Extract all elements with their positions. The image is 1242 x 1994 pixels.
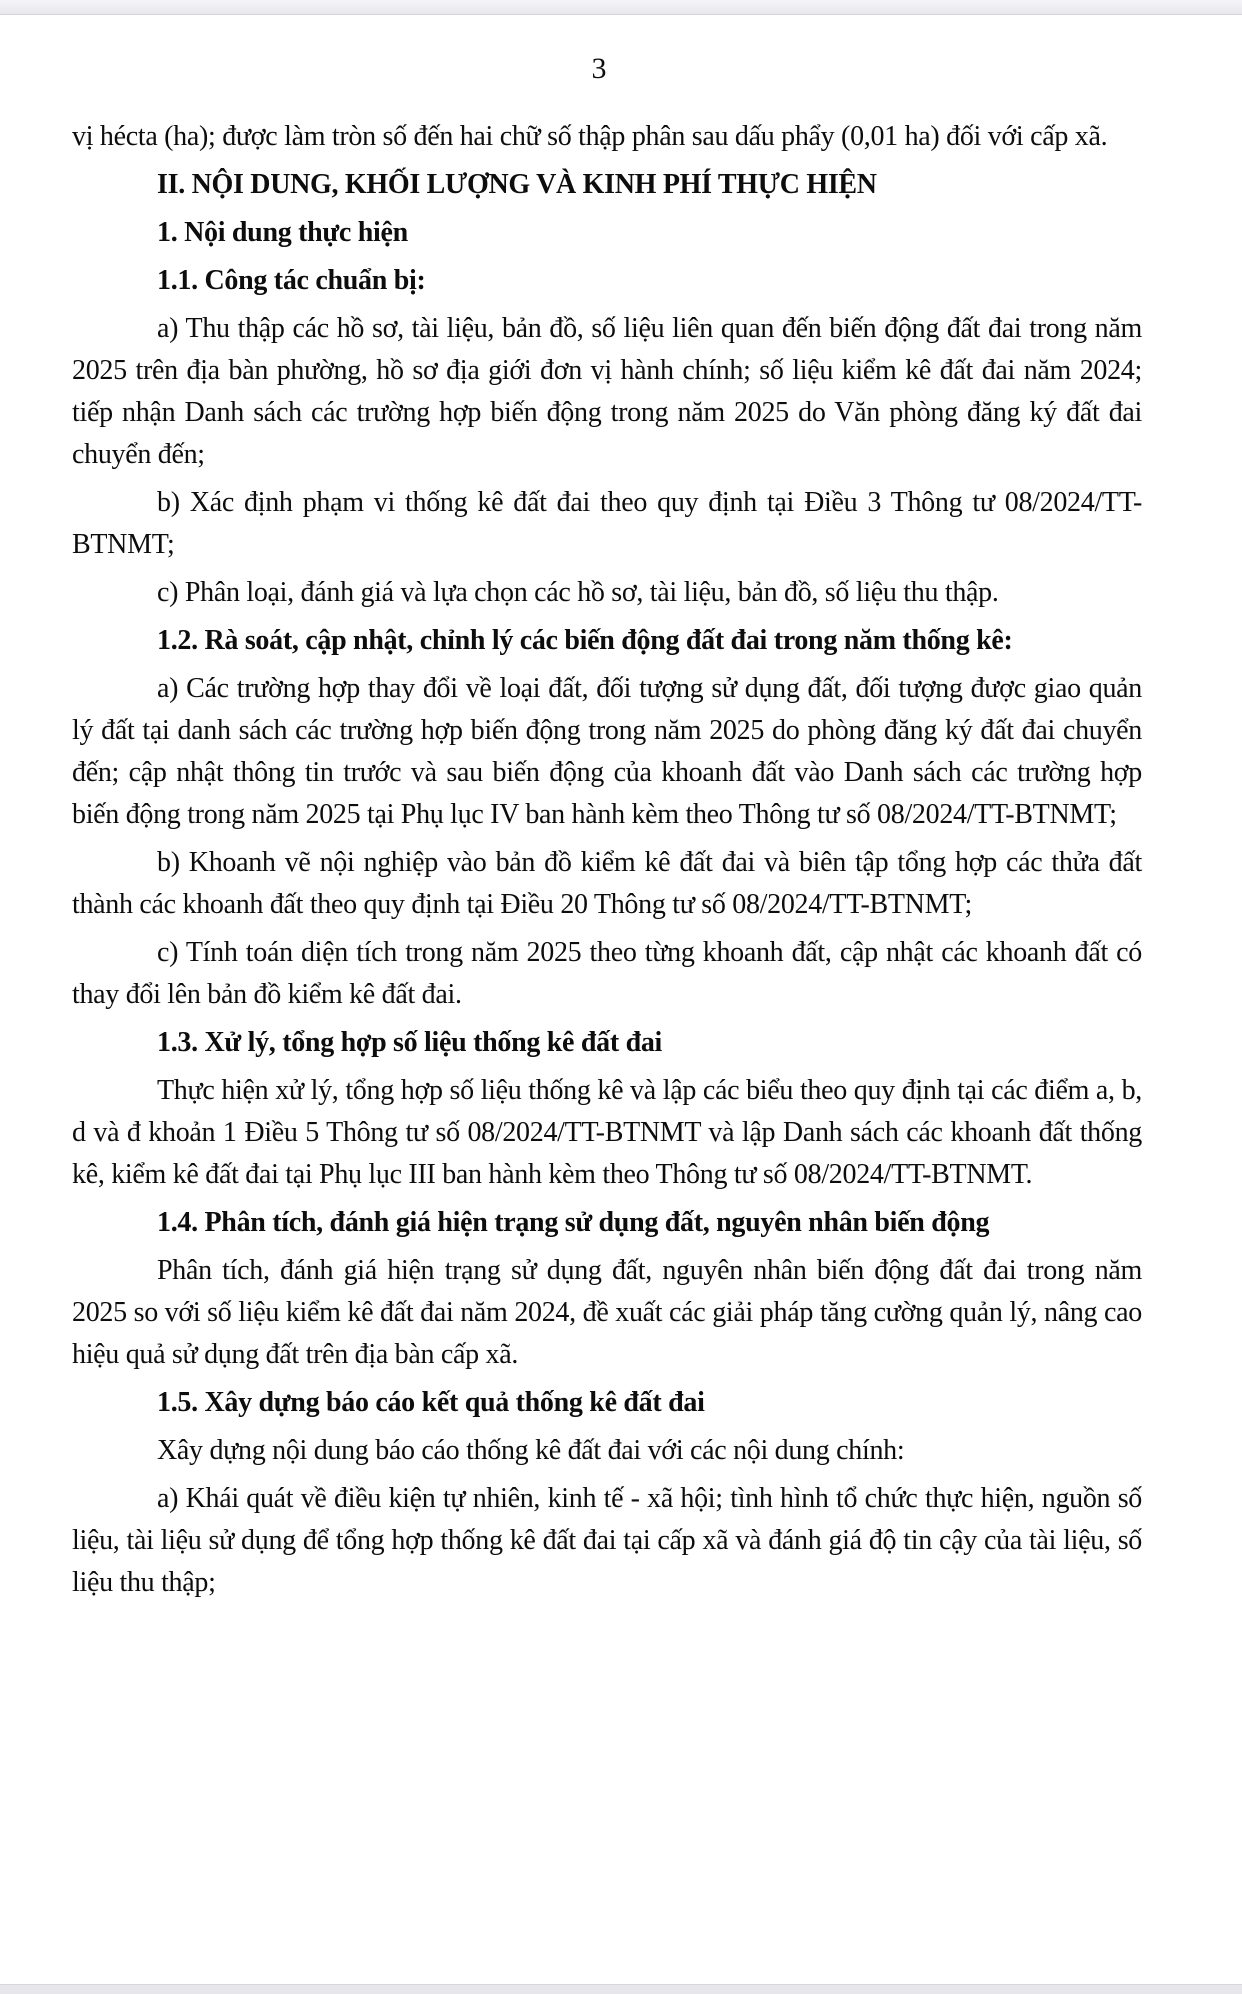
para-1-1-a: a) Thu thập các hồ sơ, tài liệu, bản đồ, số liệu liên quan đến biến động đất đai trong năm 2025 trên địa bàn phường, hồ sơ địa giới đơn vị hành chính; số liệu kiểm kê đất đai năm 2024; tiếp nhận Danh sách các trường hợp biến động trong năm 2025 do Văn phòng đăng ký đất đai chuyển đến;	[72, 313, 1142, 470]
viewer-bottom-bar	[0, 1984, 1242, 1994]
para-1-4-body: Phân tích, đánh giá hiện trạng sử dụng đất, nguyên nhân biến động đất đai trong năm 2025 so với số liệu kiểm kê đất đai năm 2024, đề xuất các giải pháp tăng cường quản lý, nâng cao hiệu quả sử dụng đất trên địa bàn cấp xã.	[72, 1255, 1142, 1370]
para-1-2-c: c) Tính toán diện tích trong năm 2025 theo từng khoanh đất, cập nhật các khoanh đất có thay đổi lên bản đồ kiểm kê đất đai.	[72, 937, 1142, 1010]
para-1-2-a: a) Các trường hợp thay đổi về loại đất, đối tượng sử dụng đất, đối tượng được giao quản lý đất tại danh sách các trường hợp biến động trong năm 2025 do phòng đăng ký đất đai chuyển đến; cập nhật thông tin trước và sau biến động của khoanh đất vào Danh sách các trường hợp biến động trong năm 2025 tại Phụ lục IV ban hành kèm theo Thông tư số 08/2024/TT-BTNMT;	[72, 673, 1142, 830]
para-1-1-b: b) Xác định phạm vi thống kê đất đai theo quy định tại Điều 3 Thông tư 08/2024/TT-BTNMT;	[72, 487, 1142, 560]
para-unit-hectare-continuation: vị hécta (ha); được làm tròn số đến hai chữ số thập phân sau dấu phẩy (0,01 ha) đối với cấp xã.	[72, 121, 1108, 152]
heading-1-5-xay-dung-bao-cao: 1.5. Xây dựng báo cáo kết quả thống kê đất đai	[157, 1387, 705, 1418]
heading-1-noi-dung-thuc-hien: 1. Nội dung thực hiện	[157, 217, 408, 248]
heading-1-1-cong-tac-chuan-bi: 1.1. Công tác chuẩn bị:	[157, 265, 426, 296]
document-body	[0, 116, 1242, 1604]
page-number: 3	[591, 52, 607, 85]
document-page	[0, 16, 1242, 1984]
heading-1-4-phan-tich-danh-gia: 1.4. Phân tích, đánh giá hiện trạng sử dụng đất, nguyên nhân biến động	[157, 1207, 990, 1238]
para-1-3-body: Thực hiện xử lý, tổng hợp số liệu thống kê và lập các biểu theo quy định tại các điểm a, b, d và đ khoản 1 Điều 5 Thông tư số 08/2024/TT-BTNMT và lập Danh sách các khoanh đất thống kê, kiểm kê đất đai tại Phụ lục III ban hành kèm theo Thông tư số 08/2024/TT-BTNMT.	[72, 1075, 1142, 1190]
heading-1-3-xu-ly-tong-hop: 1.3. Xử lý, tổng hợp số liệu thống kê đất đai	[157, 1027, 663, 1058]
viewer-top-bar	[0, 0, 1242, 15]
heading-section-ii: II. NỘI DUNG, KHỐI LƯỢNG VÀ KINH PHÍ THỰC HIỆN	[157, 169, 877, 200]
heading-1-2-ra-soat-cap-nhat: 1.2. Rà soát, cập nhật, chỉnh lý các biến động đất đai trong năm thống kê:	[157, 625, 1013, 656]
para-1-1-c: c) Phân loại, đánh giá và lựa chọn các hồ sơ, tài liệu, bản đồ, số liệu thu thập.	[157, 577, 999, 608]
para-1-5-a: a) Khái quát về điều kiện tự nhiên, kinh tế - xã hội; tình hình tổ chức thực hiện, nguồn số liệu, tài liệu sử dụng để tổng hợp thống kê đất đai tại cấp xã và đánh giá độ tin cậy của tài liệu, số liệu thu thập;	[72, 1483, 1142, 1598]
para-1-5-intro: Xây dựng nội dung báo cáo thống kê đất đai với các nội dung chính:	[157, 1435, 905, 1466]
para-1-2-b: b) Khoanh vẽ nội nghiệp vào bản đồ kiểm kê đất đai và biên tập tổng hợp các thửa đất thành các khoanh đất theo quy định tại Điều 20 Thông tư số 08/2024/TT-BTNMT;	[72, 847, 1142, 920]
